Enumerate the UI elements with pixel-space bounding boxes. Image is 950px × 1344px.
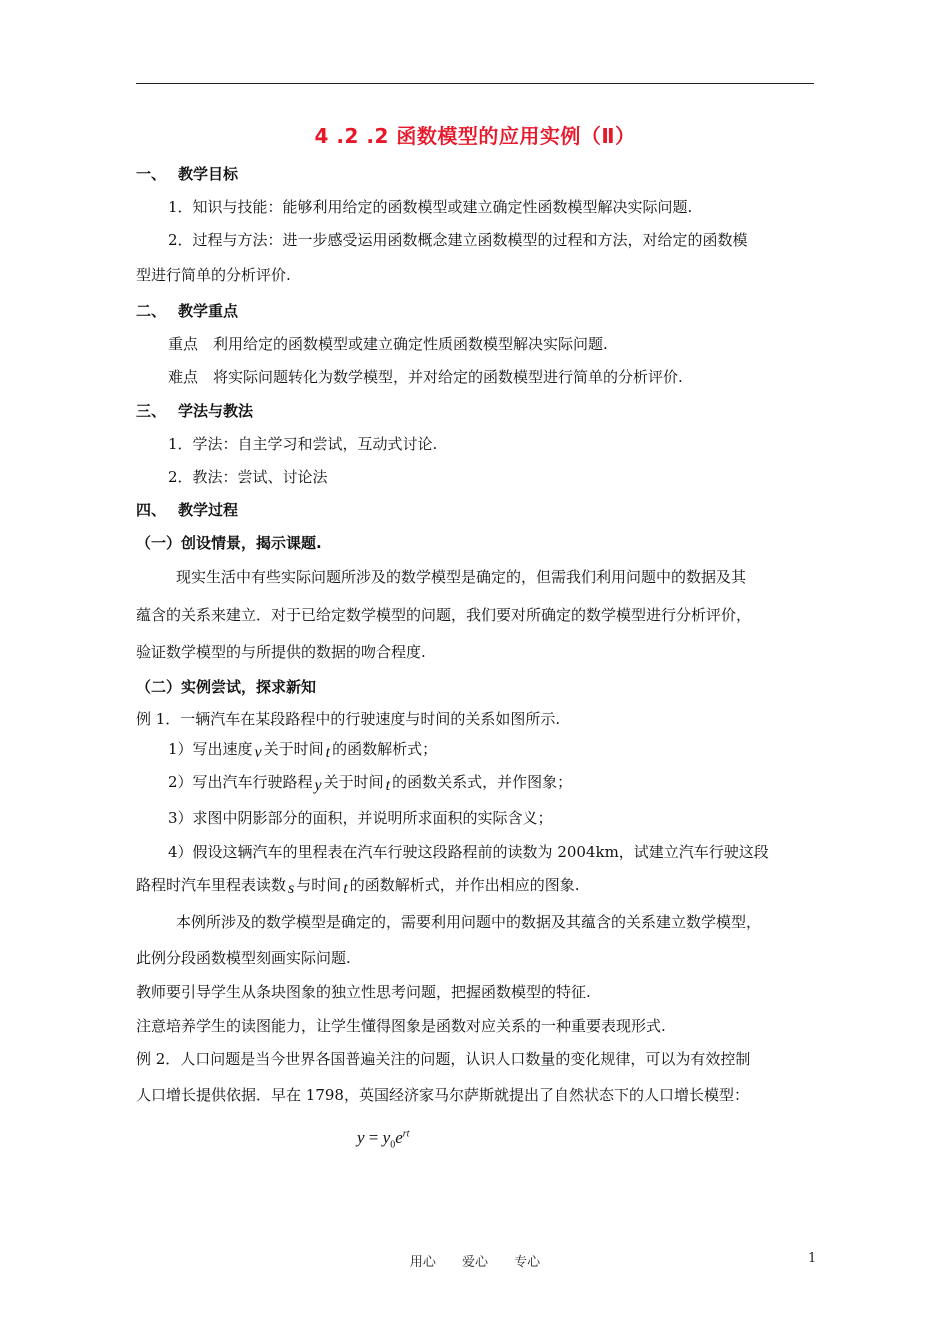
malthus-formula: $y = y_0e^{rt}$ — [357, 1128, 410, 1151]
goal-2-line-1: 2．过程与方法：进一步感受运用函数概念建立函数模型的过程和方法，对给定的函数模 — [168, 231, 748, 249]
intro-line-2: 蕴含的关系来建立．对于已给定数学模型的问题，我们要对所确定的数学模型进行分析评价， — [136, 606, 752, 624]
page-number: 1 — [808, 1251, 817, 1266]
document-title: 4 .2 .2 函数模型的应用实例（Ⅱ） — [314, 124, 636, 148]
note-line-1: 本例所涉及的数学模型是确定的，需要利用问题中的数据及其蕴含的关系建立数学模型， — [176, 913, 762, 931]
intro-line-1: 现实生活中有些实际问题所涉及的数学模型是确定的，但需我们利用问题中的数据及其 — [176, 568, 747, 586]
learning-method: 1．学法：自主学习和尝试，互动式讨论. — [168, 435, 438, 453]
question-1: 1）写出速度 v 关于时间 t 的函数解析式； — [168, 740, 438, 761]
goal-1: 1．知识与技能：能够利用给定的函数模型或建立确定性函数模型解决实际问题. — [168, 198, 693, 216]
subsection-heading-1: （一）创设情景，揭示课题. — [136, 534, 322, 552]
note-line-2: 此例分段函数模型刻画实际问题. — [136, 949, 351, 967]
question-3: 3）求图中阴影部分的面积，并说明所求面积的实际含义； — [168, 809, 553, 827]
header-rule — [136, 83, 814, 84]
section-heading-methods: 三、 学法与教法 — [136, 402, 254, 420]
teaching-method: 2．教法：尝试、讨论法 — [168, 468, 328, 486]
question-4-line-2: 路程时汽车里程表读数 s 与时间 t 的函数解析式，并作出相应的图象. — [136, 876, 580, 897]
example-2-line-2: 人口增长提供依据．早在 1798，英国经济家马尔萨斯就提出了自然状态下的人口增长模型： — [136, 1086, 749, 1104]
goal-2-line-2: 型进行简单的分析评价. — [136, 266, 291, 284]
section-heading-key-points: 二、 教学重点 — [136, 302, 239, 320]
example-1-statement: 例 1．一辆汽车在某段路程中的行驶速度与时间的关系如图所示. — [136, 710, 561, 728]
section-heading-goals: 一、 教学目标 — [136, 165, 239, 183]
example-2-line-1: 例 2．人口问题是当今世界各国普遍关注的问题，认识人口数量的变化规律，可以为有效控制 — [136, 1050, 751, 1068]
note-line-4: 注意培养学生的读图能力，让学生懂得图象是函数对应关系的一种重要表现形式. — [136, 1017, 666, 1035]
page-footer: 用心 爱心 专心 — [409, 1255, 541, 1270]
intro-line-3: 验证数学模型的与所提供的数据的吻合程度. — [136, 643, 426, 661]
key-point: 重点 利用给定的函数模型或建立确定性质函数模型解决实际问题. — [168, 335, 608, 353]
question-4-line-1: 4）假设这辆汽车的里程表在汽车行驶这段路程前的读数为 2004km，试建立汽车行驶这段 — [168, 843, 769, 861]
question-2: 2）写出汽车行驶路程 y 关于时间 t 的函数关系式，并作图象； — [168, 773, 573, 794]
subsection-heading-2: （二）实例尝试，探求新知 — [136, 678, 317, 696]
section-heading-process: 四、 教学过程 — [136, 501, 239, 519]
note-line-3: 教师要引导学生从条块图象的独立性思考问题，把握函数模型的特征. — [136, 983, 591, 1001]
difficult-point: 难点 将实际问题转化为数学模型，并对给定的函数模型进行简单的分析评价. — [168, 368, 683, 386]
